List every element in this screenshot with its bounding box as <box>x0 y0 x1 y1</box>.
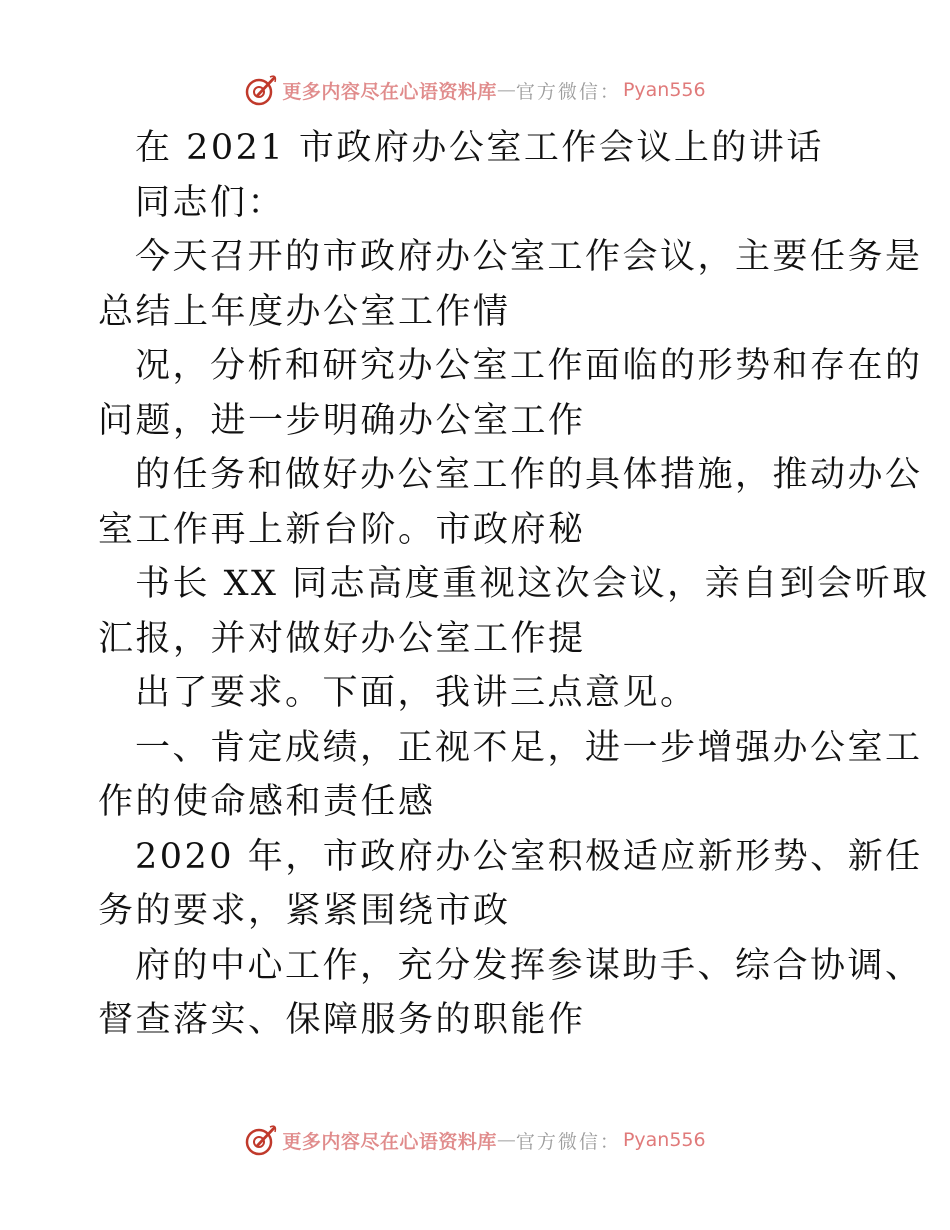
quill-logo-icon <box>244 1123 278 1157</box>
document-line: 在 2021 市政府办公室工作会议上的讲话 <box>135 128 824 168</box>
document-line: 府的中心工作，充分发挥参谋助手、综合协调、 <box>135 945 923 986</box>
document-line: 出了要求。下面，我讲三点意见。 <box>135 673 698 713</box>
header-watermark <box>0 70 950 110</box>
watermark-dash: — <box>496 1129 516 1151</box>
watermark-label: 官方微信： <box>515 80 621 103</box>
document-line: 2020 年，市政府办公室积极适应新形势、新任 <box>135 836 923 877</box>
footer-watermark <box>0 1120 950 1160</box>
document-line: 今天召开的市政府办公室工作会议，主要任务是 <box>135 237 923 277</box>
document-line: 室工作再上新台阶。市政府秘 <box>98 509 586 550</box>
document-body <box>98 121 930 1048</box>
document-line: 书长 XX 同志高度重视这次会议，亲自到会听取 <box>135 564 930 604</box>
document-line: 作的使命感和责任感 <box>98 782 436 822</box>
watermark-brand: 更多内容尽在心语资料库 <box>282 80 497 103</box>
watermark-brand: 更多内容尽在心语资料库 <box>282 1130 497 1153</box>
quill-logo-icon <box>244 73 278 107</box>
watermark-wechat-id: Pyan556 <box>622 79 706 101</box>
document-line: 同志们： <box>135 182 286 223</box>
watermark-dash: — <box>496 79 516 101</box>
document-line: 的任务和做好办公室工作的具体措施，推动办公 <box>135 455 923 495</box>
watermark-label: 官方微信： <box>515 1130 621 1153</box>
watermark-wechat-id: Pyan556 <box>622 1129 706 1151</box>
document-line: 督查落实、保障服务的职能作 <box>98 1000 586 1040</box>
document-line: 汇报，并对做好办公室工作提 <box>98 618 586 659</box>
document-line: 总结上年度办公室工作情 <box>98 291 511 332</box>
document-line: 一、肯定成绩，正视不足，进一步增强办公室工 <box>135 727 923 768</box>
document-line: 务的要求，紧紧围绕市政 <box>98 891 511 931</box>
document-line: 问题，进一步明确办公室工作 <box>98 400 586 441</box>
document-line: 况，分析和研究办公室工作面临的形势和存在的 <box>135 346 923 386</box>
